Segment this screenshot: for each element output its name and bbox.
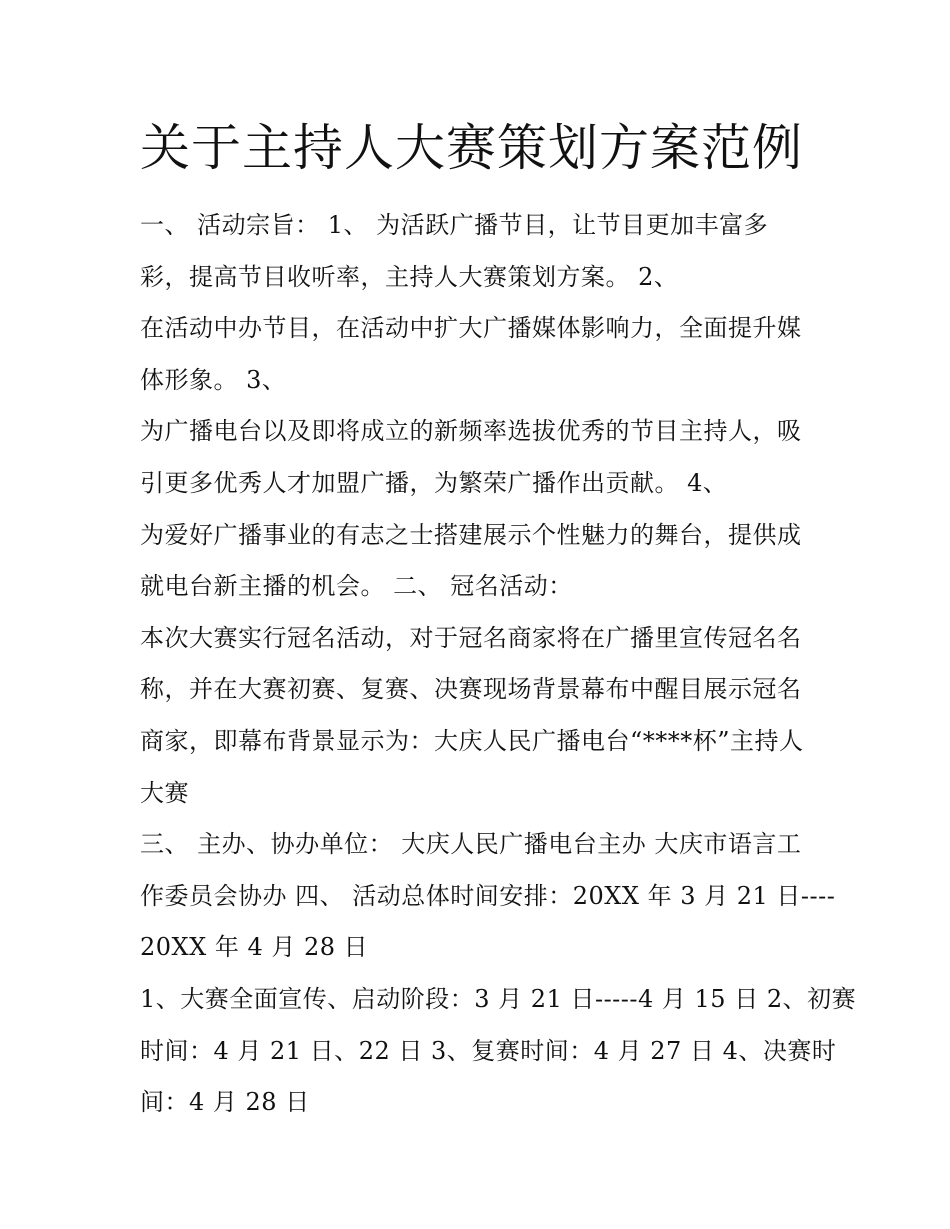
text-line: 20XX 年 4 月 28 日: [140, 933, 369, 962]
text-line: 时间：4 月 21 日、22 日 3、复赛时间：4 月 27 日 4、决赛时: [140, 1036, 837, 1065]
text-line: 在活动中办节目，在活动中扩大广播媒体影响力，全面提升媒: [140, 314, 802, 343]
text-line: 就电台新主播的机会。 二、 冠名活动：: [140, 572, 573, 601]
text-line: 1、大赛全面宣传、启动阶段：3 月 21 日-----4 月 15 日 2、初赛: [140, 984, 857, 1013]
text-line: 引更多优秀人才加盟广播，为繁荣广播作出贡献。 4、: [140, 468, 728, 497]
text-line: 称，并在大赛初赛、复赛、决赛现场背景幕布中醒目展示冠名: [140, 675, 802, 704]
text-line: 间：4 月 28 日: [140, 1088, 310, 1117]
text-line: 商家，即幕布背景显示为：大庆人民广播电台“****杯”主持人: [140, 726, 804, 755]
text-line: 为广播电台以及即将成立的新频率选拔优秀的节目主持人，吸: [140, 417, 802, 446]
text-line: 彩，提高节目收听率，主持人大赛策划方案。 2、: [140, 262, 679, 291]
text-line: 三、 主办、协办单位： 大庆人民广播电台主办 大庆市语言工: [140, 830, 802, 859]
text-line: 本次大赛实行冠名活动，对于冠名商家将在广播里宣传冠名名: [140, 623, 802, 652]
text-line: 大赛: [140, 778, 189, 807]
document-body: [140, 200, 857, 1129]
text-line: 一、 活动宗旨： 1、 为活跃广播节目，让节目更加丰富多: [140, 211, 769, 239]
text-line: 作委员会协办 四、 活动总体时间安排：20XX 年 3 月 21 日----: [140, 881, 836, 910]
document-title: 关于主持人大赛策划方案范例: [140, 119, 803, 177]
text-line: 体形象。 3、: [140, 365, 287, 394]
text-line: 为爱好广播事业的有志之士搭建展示个性魅力的舞台，提供成: [140, 520, 802, 549]
